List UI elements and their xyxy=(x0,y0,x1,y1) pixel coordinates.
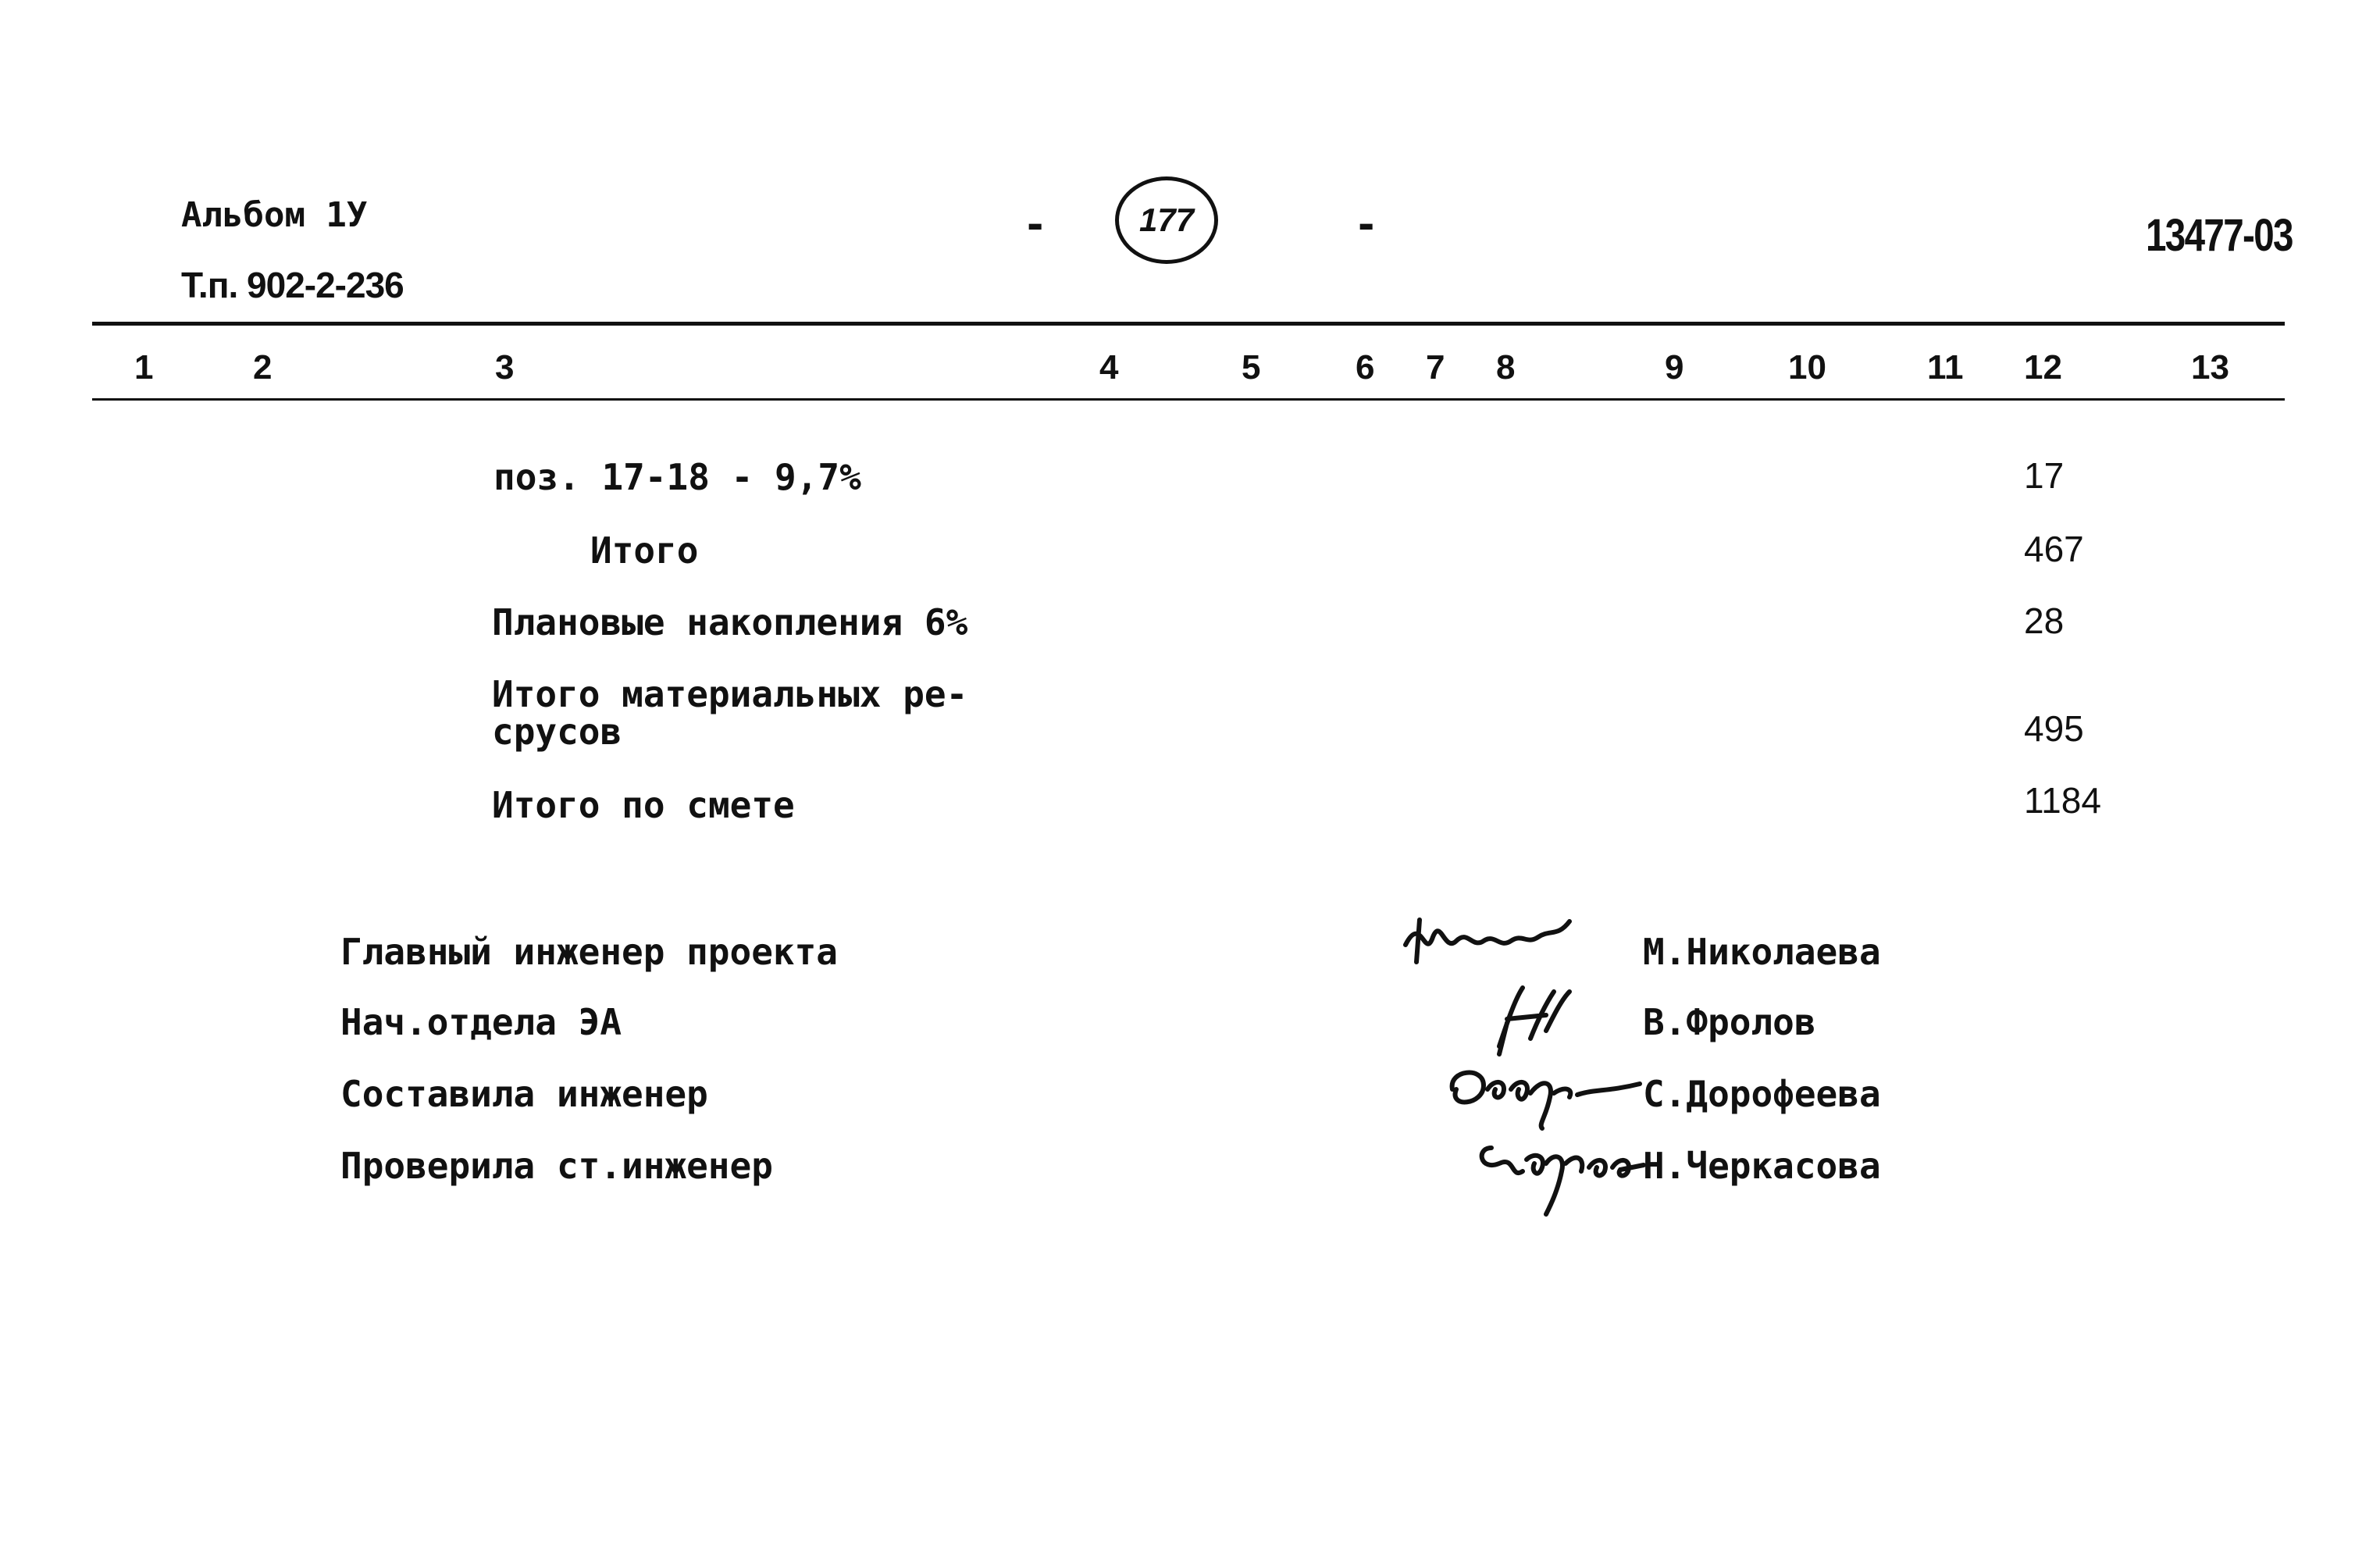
page-number: 177 xyxy=(1138,201,1195,238)
column-header-11: 11 xyxy=(1927,348,1964,387)
signature-role-department-head: Нач.отдела ЭА xyxy=(340,1001,622,1043)
page-number-dash-left: - xyxy=(1023,201,1048,248)
row-label-material-resources-line1: Итого материальных ре- xyxy=(492,673,968,715)
signature-name-chief-engineer: М.Николаева xyxy=(1643,931,1881,973)
row-label-material-resources-line2: срусов xyxy=(492,711,622,753)
column-header-9: 9 xyxy=(1665,348,1684,387)
album-label: Альбом 1У xyxy=(181,195,368,235)
column-header-10: 10 xyxy=(1788,348,1826,387)
signature-name-checked-by: Н.Черкасова xyxy=(1643,1145,1881,1187)
signature-role-chief-engineer: Главный инженер проекта xyxy=(340,931,838,973)
row-label-planned-savings: Плановые накопления 6% xyxy=(492,601,968,643)
handwritten-signature-4 xyxy=(1468,1117,1648,1218)
document-code: 13477-03 xyxy=(2146,210,2293,261)
row-label-position: поз. 17-18 - 9,7% xyxy=(493,456,861,498)
signature-name-department-head: В.Фролов xyxy=(1643,1001,1816,1043)
tp-number: Т.п. 902-2-236 xyxy=(181,265,404,305)
column-header-13: 13 xyxy=(2191,348,2229,387)
column-header-8: 8 xyxy=(1496,348,1516,387)
table-header-bottom-rule xyxy=(92,398,2285,401)
column-header-2: 2 xyxy=(253,348,273,387)
page-number-circle xyxy=(1115,176,1218,264)
row-label-estimate-total: Итого по смете xyxy=(492,784,795,826)
row-value-material-resources: 495 xyxy=(2024,708,2084,749)
row-value-planned-savings: 28 xyxy=(2024,600,2065,641)
column-header-4: 4 xyxy=(1099,348,1119,387)
table-top-rule xyxy=(92,322,2285,326)
column-header-3: 3 xyxy=(495,348,515,387)
column-header-7: 7 xyxy=(1426,348,1445,387)
column-header-12: 12 xyxy=(2024,348,2062,387)
row-value-position: 17 xyxy=(2024,455,2065,496)
page-number-dash-right: - xyxy=(1354,201,1379,248)
row-value-estimate-total: 1184 xyxy=(2024,780,2101,821)
signature-role-compiled-by: Составила инженер xyxy=(340,1073,708,1115)
signature-name-compiled-by: С.Дорофеева xyxy=(1643,1073,1881,1115)
column-header-1: 1 xyxy=(134,348,154,387)
column-header-5: 5 xyxy=(1242,348,1261,387)
row-label-subtotal: Итого xyxy=(590,529,699,572)
signature-role-checked-by: Проверила ст.инженер xyxy=(340,1145,773,1187)
column-header-6: 6 xyxy=(1356,348,1375,387)
row-value-subtotal: 467 xyxy=(2024,529,2084,569)
handwritten-signature-1 xyxy=(1398,906,1585,968)
